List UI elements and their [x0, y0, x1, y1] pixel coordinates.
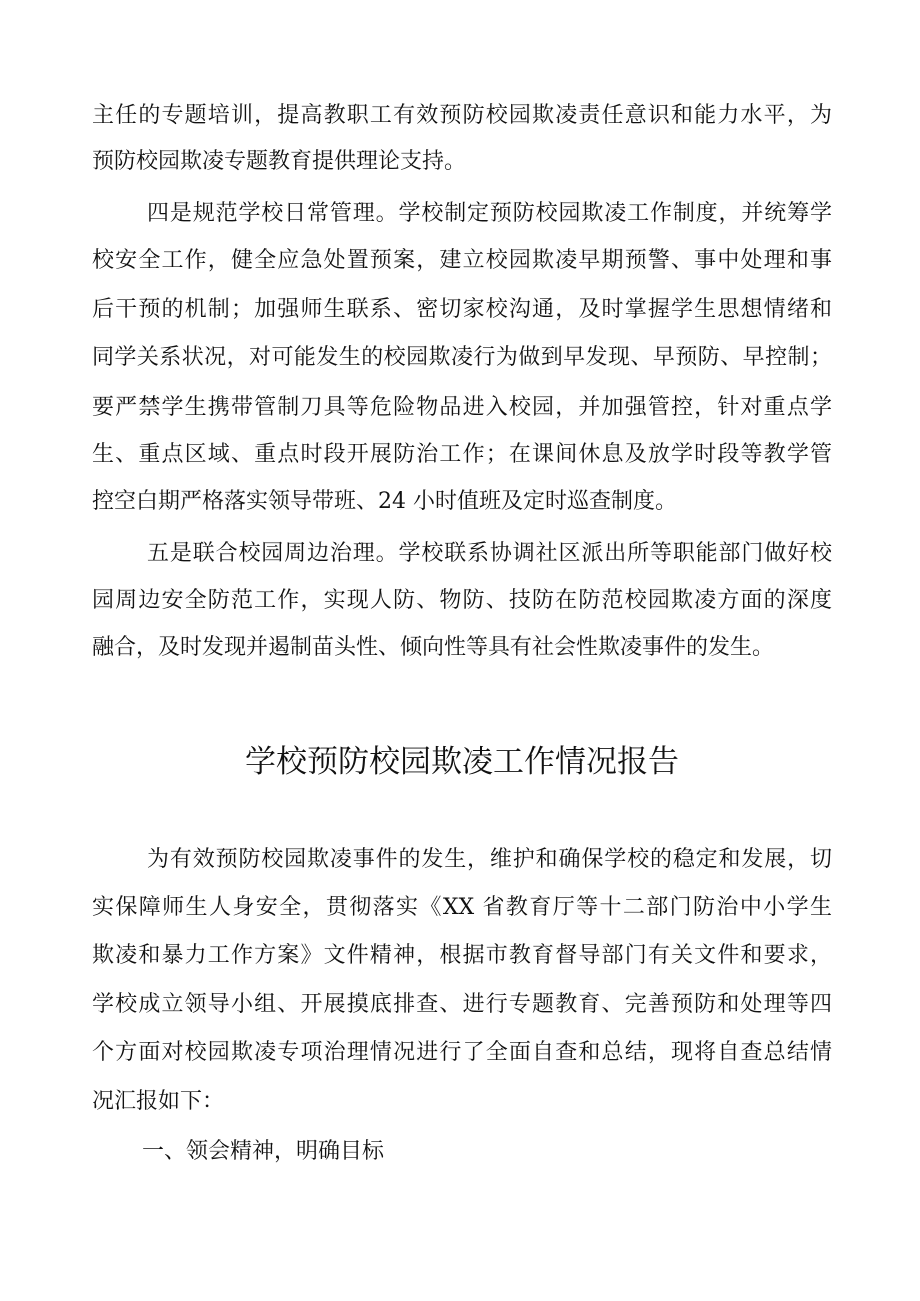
- paragraph-line: 后干预的机制；加强师生联系、密切家校沟通，及时掌握学生思想情绪和: [92, 297, 832, 322]
- report-title: 学校预防校园欺凌工作情况报告: [245, 744, 679, 780]
- paragraph-line: 预防校园欺凌专题教育提供理论支持。: [92, 149, 467, 174]
- paragraph-line: 要严禁学生携带管制刀具等危险物品进入校园，并加强管控，针对重点学: [92, 395, 832, 420]
- paragraph-line: 况汇报如下：: [92, 1089, 225, 1114]
- paragraph-line: 五是联合校园周边治理。学校联系协调社区派出所等职能部门做好校: [147, 541, 832, 566]
- paragraph-line: 个方面对校园欺凌专项治理情况进行了全面自查和总结，现将自查总结情: [92, 1040, 832, 1065]
- paragraph-line: 欺凌和暴力工作方案》文件精神，根据市教育督导部门有关文件和要求，: [92, 943, 832, 968]
- paragraph-line: 校安全工作，健全应急处置预案，建立校园欺凌早期预警、事中处理和事: [92, 248, 832, 273]
- paragraph-line: 控空白期严格落实领导带班、24 小时值班及定时巡查制度。: [92, 489, 677, 514]
- paragraph-line: 主任的专题培训，提高教职工有效预防校园欺凌责任意识和能力水平，为: [92, 103, 832, 128]
- paragraph-line: 实保障师生人身安全，贯彻落实《XX 省教育厅等十二部门防治中小学生: [92, 895, 832, 920]
- paragraph-line: 学校成立领导小组、开展摸底排查、进行专题教育、完善预防和处理等四: [92, 992, 832, 1017]
- section-heading: 一、领会精神，明确目标: [142, 1139, 385, 1164]
- paragraph-line: 园周边安全防范工作，实现人防、物防、技防在防范校园欺凌方面的深度: [92, 588, 832, 613]
- paragraph-line: 为有效预防校园欺凌事件的发生，维护和确保学校的稳定和发展，切: [147, 847, 832, 872]
- paragraph-line: 融合，及时发现并遏制苗头性、倾向性等具有社会性欺凌事件的发生。: [92, 635, 775, 660]
- paragraph-line: 四是规范学校日常管理。学校制定预防校园欺凌工作制度，并统筹学: [147, 201, 832, 226]
- paragraph-line: 生、重点区域、重点时段开展防治工作；在课间休息及放学时段等教学管: [92, 442, 832, 467]
- paragraph-line: 同学关系状况，对可能发生的校园欺凌行为做到早发现、早预防、早控制；: [92, 345, 832, 370]
